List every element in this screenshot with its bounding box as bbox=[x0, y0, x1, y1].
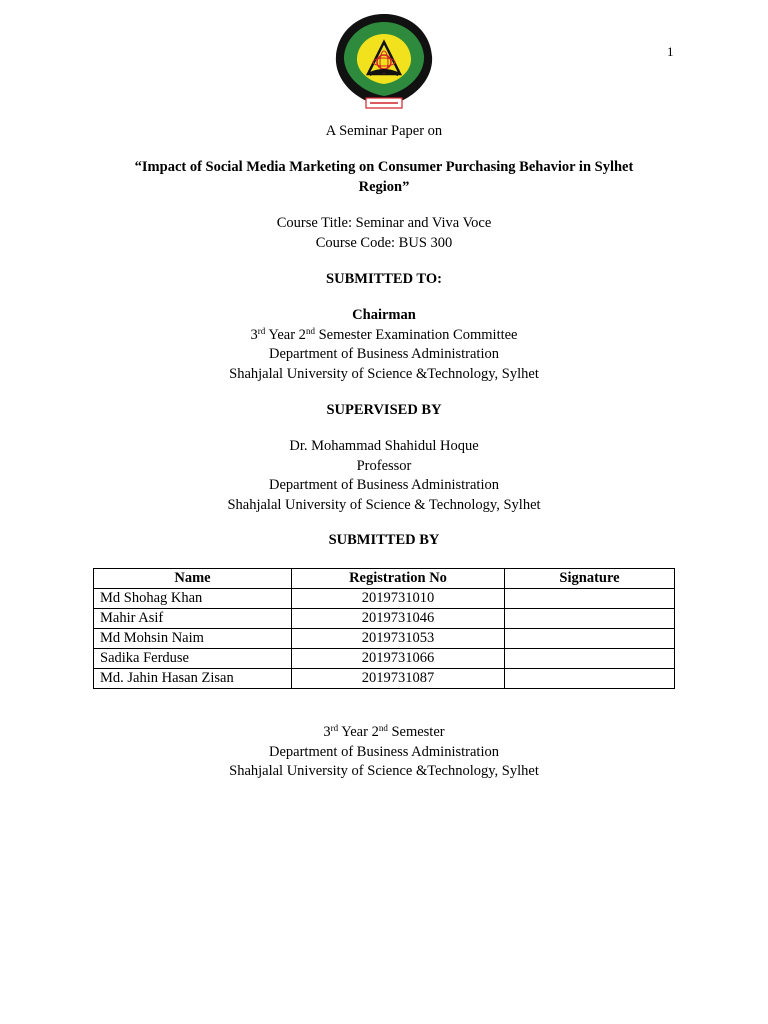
paper-title bbox=[0, 158, 768, 197]
seminar-intro: A Seminar Paper on bbox=[325, 123, 443, 139]
submitted-to-block bbox=[0, 306, 768, 384]
member-signature bbox=[505, 669, 675, 689]
supervised-by-heading: SUPERVISED BY bbox=[326, 402, 442, 418]
recipient-role: Chairman bbox=[352, 307, 416, 323]
supervisor-designation: Professor bbox=[356, 457, 412, 474]
supervisor-department: Department of Business Administration bbox=[269, 477, 499, 493]
member-signature bbox=[505, 609, 675, 629]
footer-block bbox=[0, 723, 768, 782]
member-name: Sadika Ferduse bbox=[94, 649, 292, 669]
supervisor-block bbox=[0, 437, 768, 515]
column-header-name: Name bbox=[94, 569, 292, 589]
submitted-by-heading: SUBMITTED BY bbox=[328, 532, 440, 548]
footer-department: Department of Business Administration bbox=[269, 743, 499, 760]
course-info bbox=[0, 214, 768, 253]
member-name: Mahir Asif bbox=[94, 609, 292, 629]
table-row bbox=[94, 669, 675, 689]
course-title: Course Title: Seminar and Viva Voce bbox=[276, 215, 492, 231]
footer-semester: 3rd Year 2nd Semester bbox=[323, 723, 445, 740]
paper-title-line1: “Impact of Social Media Marketing on Consumer Purchasing Behavior in Sylhet bbox=[134, 159, 634, 175]
recipient-university: Shahjalal University of Science &Technology, Sylhet bbox=[229, 365, 539, 382]
member-name: Md. Jahin Hasan Zisan bbox=[94, 669, 292, 689]
member-registration: 2019731053 bbox=[292, 629, 505, 649]
member-name: Md Mohsin Naim bbox=[94, 629, 292, 649]
member-registration: 2019731010 bbox=[292, 589, 505, 609]
member-signature bbox=[505, 649, 675, 669]
supervisor-name: Dr. Mohammad Shahidul Hoque bbox=[289, 438, 479, 454]
member-signature bbox=[505, 589, 675, 609]
submitted-to-heading: SUBMITTED TO: bbox=[326, 271, 442, 287]
column-header-signature: Signature bbox=[505, 569, 675, 589]
page-number: 1 bbox=[667, 44, 674, 59]
footer-university: Shahjalal University of Science &Technology, Sylhet bbox=[229, 763, 539, 779]
table-row bbox=[94, 589, 675, 609]
committee-line: 3rd Year 2nd Semester Examination Committee bbox=[250, 325, 518, 343]
member-registration: 2019731046 bbox=[292, 609, 505, 629]
table-header-row bbox=[94, 569, 675, 589]
recipient-department: Department of Business Administration bbox=[269, 346, 499, 362]
table-row bbox=[94, 629, 675, 649]
course-code: Course Code: BUS 300 bbox=[315, 234, 453, 251]
table-row bbox=[94, 609, 675, 629]
paper-title-line2: Region” bbox=[358, 178, 410, 195]
members-table bbox=[93, 568, 675, 689]
supervisor-university: Shahjalal University of Science & Technology, Sylhet bbox=[227, 496, 541, 513]
table-row bbox=[94, 649, 675, 669]
column-header-registration: Registration No bbox=[292, 569, 505, 589]
member-registration: 2019731066 bbox=[292, 649, 505, 669]
member-name: Md Shohag Khan bbox=[94, 589, 292, 609]
university-seal-logo bbox=[330, 10, 438, 112]
member-signature bbox=[505, 629, 675, 649]
member-registration: 2019731087 bbox=[292, 669, 505, 689]
